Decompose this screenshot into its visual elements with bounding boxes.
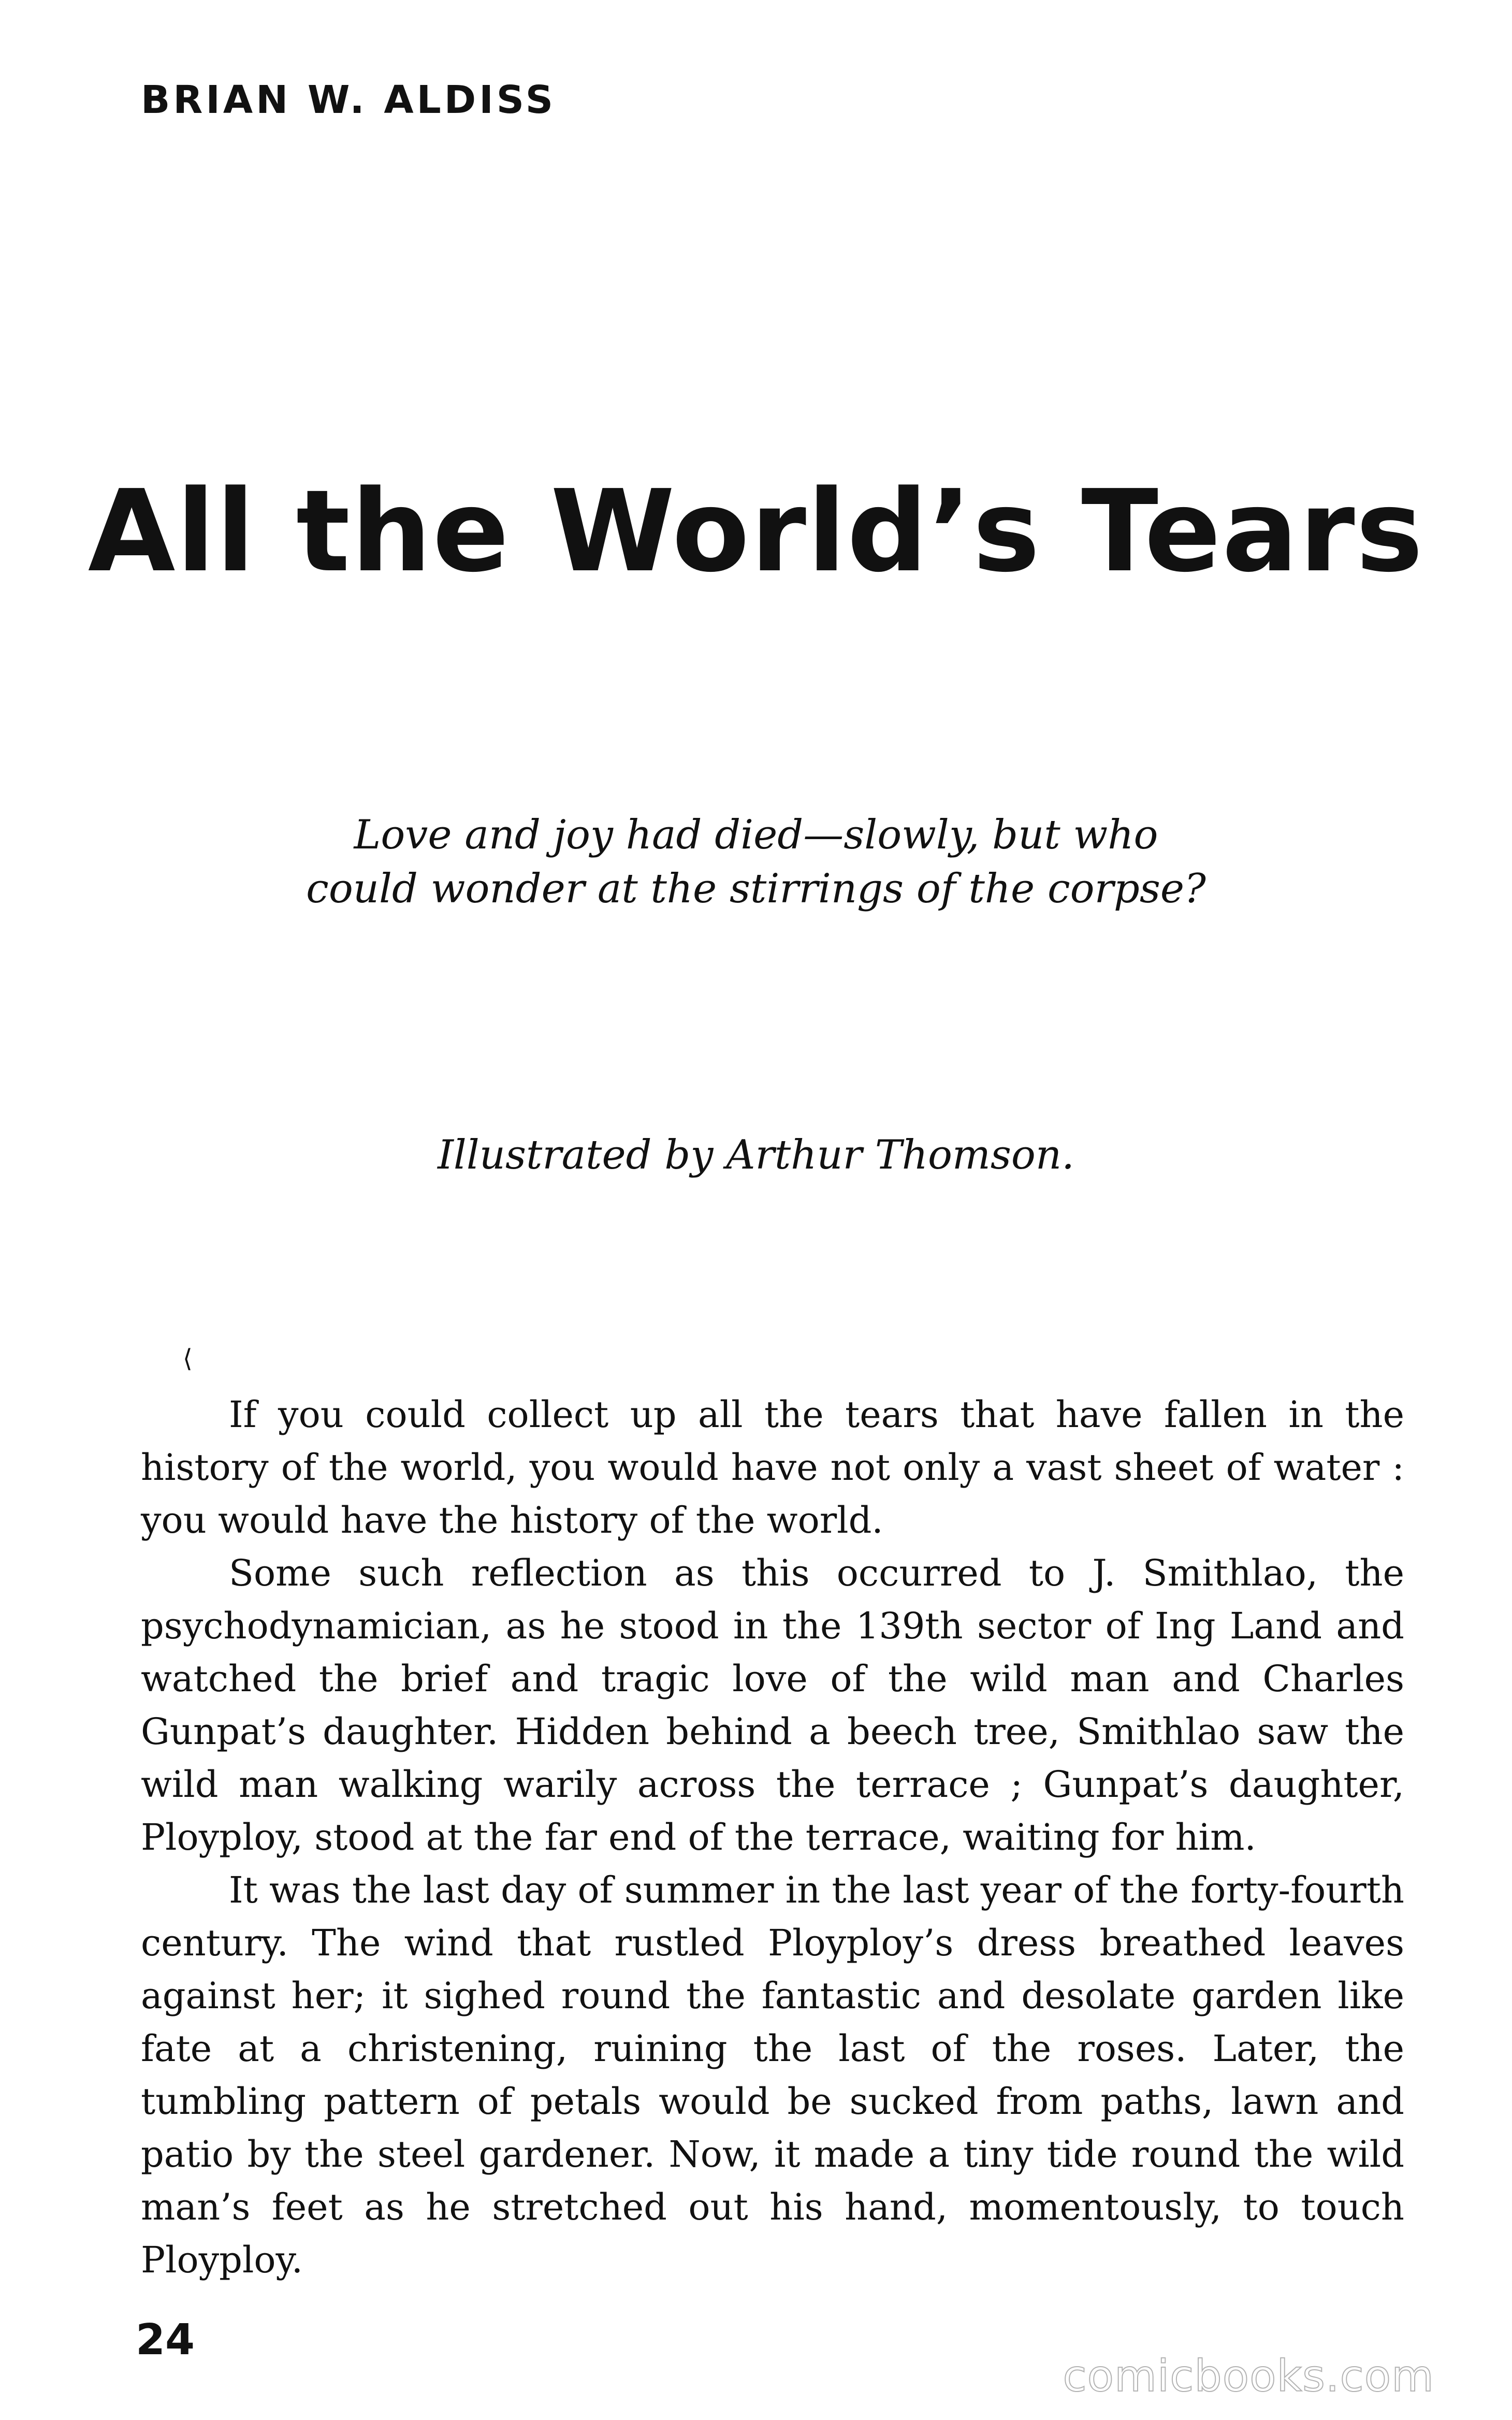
watermark-text: comicbooks.com bbox=[1063, 2351, 1434, 2401]
author-name: BRIAN W. ALDISS bbox=[141, 78, 556, 122]
page-number: 24 bbox=[136, 2315, 195, 2365]
story-title: All the World’s Tears bbox=[88, 466, 1424, 597]
illustrator-credit: Illustrated by Arthur Thomson. bbox=[438, 1132, 1074, 1178]
story-body bbox=[141, 1388, 1404, 2286]
paragraph: It was the last day of summer in the last year of the forty-fourth century. The wind that rustled Ployploy’s dress breathed leaves against her; it sighed round the fantastic and desolate garden like fate at a christening, ruining the last of the roses. Later, the tumbling pattern of petals would be sucked from paths, lawn and patio by the steel gardener. Now, it made a tiny tide round the wild man’s feet as he stretched out his hand, momentously, to touch Ployploy. bbox=[141, 1869, 1405, 2281]
story-subtitle bbox=[0, 808, 1512, 916]
subtitle-line: could wonder at the stirrings of the corpse? bbox=[306, 866, 1206, 912]
subtitle-line: Love and joy had died—slowly, but who bbox=[354, 812, 1158, 858]
paragraph: If you could collect up all the tears that have fallen in the history of the world, you would have not only a vast sheet of water : you would have the history of the world. bbox=[141, 1393, 1404, 1542]
margin-mark: ⟨ bbox=[183, 1344, 193, 1373]
paragraph: Some such reflection as this occurred to J. Smithlao, the psychodynamician, as he stood in the 139th sector of Ing Land and watched the brief and tragic love of the wild man and Charles Gunpat’s daughter. Hidden behind a beech tree, Smithlao saw the wild man walking warily across the terrace ; Gunpat’s daughter, Ployploy, stood at the far end of the terrace, waiting for him. bbox=[141, 1552, 1404, 1859]
